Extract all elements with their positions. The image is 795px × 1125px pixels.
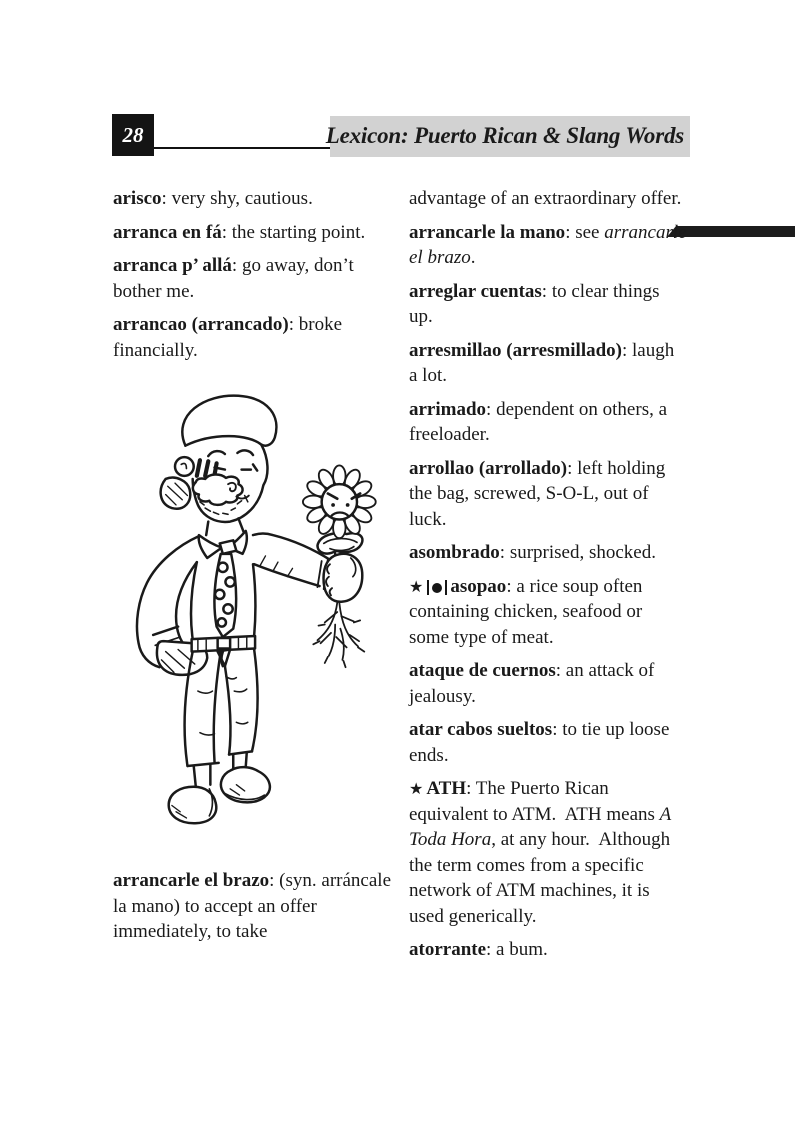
entry-text: : left holding the bag, screwed, S-O-L, out of luck. — [409, 457, 671, 530]
dictionary-entry — [113, 220, 391, 246]
star-icon: ★ — [409, 779, 424, 798]
illustration-man-holding-uprooted-flower — [97, 379, 409, 842]
dictionary-entry — [409, 220, 692, 271]
header-title-band — [325, 116, 690, 157]
entry-term: arisco — [113, 188, 162, 209]
entry-text: : to clear things up. — [409, 280, 665, 327]
entry-text: : The Puerto Rican equivalent to ATM. ATH means — [409, 778, 660, 825]
entry-term: arrollao (arrollado) — [409, 457, 568, 479]
entry-term: asopao — [450, 575, 507, 597]
dictionary-entry — [409, 338, 687, 389]
entry-term: arranca en fá — [113, 221, 222, 243]
entry-text: : laugh a lot. — [409, 339, 679, 386]
dining-icon — [432, 583, 442, 593]
entry-term: ATH — [426, 778, 467, 799]
left-column-bottom-entries — [113, 868, 396, 945]
entry-text: . — [470, 247, 476, 268]
dictionary-entry — [409, 658, 687, 709]
entry-text: : a rice soup often containing chicken, seafood or some type of meat. — [409, 575, 648, 648]
page-number: 28 — [122, 122, 144, 147]
entry-term: atorrante — [409, 939, 487, 960]
entry-text: arrancarle el brazo — [409, 221, 692, 268]
dictionary-entry — [409, 279, 687, 330]
dictionary-entry — [409, 717, 687, 768]
entry-text: : very shy, cautious. — [161, 188, 313, 209]
dictionary-entry — [113, 312, 391, 363]
content-columns — [113, 186, 692, 971]
dictionary-entry — [113, 868, 396, 945]
entry-text: advantage of an extraordinary offer. — [409, 188, 682, 209]
entry-text: : the starting point. — [221, 221, 366, 243]
left-column — [113, 186, 396, 971]
entry-text: : go away, don’t bother me. — [113, 255, 359, 302]
right-column — [409, 186, 692, 971]
page-number-box — [112, 114, 154, 156]
dictionary-entry — [409, 540, 687, 566]
entry-term: arranca p’ allá — [113, 255, 232, 276]
entry-text: , at any hour. Although the term comes from a specific network of ATM machines, it is used generically. — [409, 829, 675, 927]
dictionary-entry — [409, 574, 687, 651]
continuation-paragraph — [409, 186, 687, 212]
entry-term: arrancao (arrancado) — [113, 314, 289, 335]
entry-text: : a bum. — [486, 939, 548, 960]
entry-text: : to tie up loose ends. — [409, 719, 675, 766]
entry-text: : surprised, shocked. — [499, 542, 656, 563]
entry-text: : see — [565, 221, 605, 243]
illustration-container — [97, 379, 391, 842]
entry-text: : an attack of jealousy. — [409, 660, 660, 707]
entry-term: arreglar cuentas — [409, 280, 542, 302]
dictionary-entry — [409, 397, 687, 448]
entry-term: ataque de cuernos — [409, 660, 556, 681]
entry-term: arresmillao (arresmillado) — [409, 339, 622, 361]
left-column-entries — [113, 186, 391, 363]
entry-term: asombrado — [409, 542, 500, 563]
entry-term: atar cabos sueltos — [409, 719, 553, 740]
dictionary-entry — [113, 186, 391, 212]
entry-text: A Toda Hora — [409, 803, 676, 850]
entry-term: arrimado — [409, 398, 487, 420]
dictionary-entry — [113, 253, 391, 304]
entry-term: arrancarle el brazo — [113, 870, 270, 891]
page-title: Lexicon: Puerto Rican & Slang Words — [325, 123, 684, 148]
dictionary-entry — [409, 937, 687, 963]
star-icon: ★ — [409, 576, 424, 596]
entry-text: : dependent on others, a freeloader. — [409, 398, 672, 445]
entry-text: : (syn. arráncale la mano) to accept an offer immediately, to take — [113, 870, 396, 942]
dictionary-entry — [409, 456, 687, 533]
entry-text: : broke financially. — [113, 314, 347, 361]
dictionary-entry — [409, 776, 687, 929]
entry-term: arrancarle la mano — [409, 221, 566, 243]
